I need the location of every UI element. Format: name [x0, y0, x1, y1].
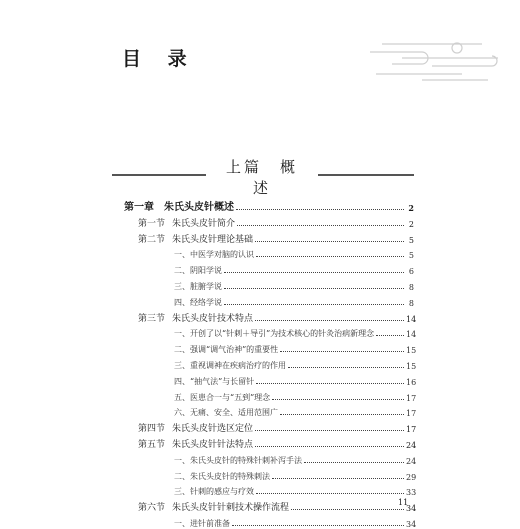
toc-entry-title: 朱氏头皮针技术特点 [172, 313, 254, 324]
toc-entry-title: 一、进针前准备 [174, 518, 230, 528]
toc-leader-dots [256, 493, 404, 494]
toc-entry-item[interactable] [124, 387, 417, 403]
toc-entry-number: 第三节 [138, 313, 166, 324]
toc-leader-dots [232, 525, 404, 526]
toc-entry-title: 四、“抽气法”与长留针 [174, 376, 255, 386]
toc-entry-item[interactable] [124, 482, 417, 498]
toc-entry-item[interactable] [124, 324, 417, 340]
toc-leader-dots [224, 272, 404, 273]
toc-leader-dots [280, 351, 404, 352]
toc-leader-dots [236, 209, 404, 210]
toc-entry-page: 5 [408, 235, 414, 245]
toc-leader-dots [272, 399, 404, 400]
cloud-decoration-icon [362, 34, 498, 84]
toc-entry-section[interactable] [124, 418, 417, 435]
toc-entry-number: 第二节 [138, 234, 166, 245]
toc-leader-dots [256, 383, 404, 384]
toc-entry-title: 一、朱氏头皮针的特殊针刺补泻手法 [174, 455, 302, 465]
toc-entry-section[interactable] [124, 308, 417, 324]
toc-entry-item[interactable] [124, 339, 417, 356]
toc-entry-title: 四、经络学说 [174, 297, 222, 307]
toc-leader-dots [376, 335, 404, 336]
toc-entry-title: 二、强调“调气治神”的重要性 [174, 345, 279, 355]
toc-entry-item[interactable] [124, 260, 414, 276]
toc-entry-title: 一、中医学对脑的认识 [174, 250, 254, 260]
toc-entry-title: 五、医患合一与“五到”理念 [174, 392, 271, 402]
toc-entry-item[interactable] [124, 245, 414, 261]
section-header-label: 上篇 概 述 [206, 156, 318, 180]
toc-entry-item[interactable] [124, 403, 417, 419]
toc-entry-page: 16 [406, 377, 417, 387]
toc-entry-title: 六、无痛、安全、适用范围广 [174, 408, 278, 418]
toc-entry-item[interactable] [124, 466, 417, 482]
toc-entry-page: 34 [406, 504, 417, 514]
toc-entry-item[interactable] [124, 450, 417, 466]
toc-entry-number: 第四节 [138, 424, 166, 435]
toc-leader-dots [272, 478, 404, 479]
toc-entry-page: 14 [406, 330, 417, 340]
toc-entry-title: 三、重视调神在疾病治疗的作用 [174, 360, 286, 370]
toc-leader-dots [255, 320, 404, 321]
toc-entry-item[interactable] [124, 292, 414, 308]
toc-entry-number: 第六节 [138, 503, 166, 514]
toc-entry-number: 第一节 [138, 218, 166, 229]
toc-entry-item[interactable] [124, 276, 414, 292]
toc-entry-page: 8 [408, 298, 414, 308]
toc-entry-item[interactable] [124, 355, 417, 371]
toc-entry-title: 三、针刺的感应与疗效 [174, 487, 254, 497]
toc-entry-page: 17 [406, 393, 417, 403]
toc-entry-title: 二、阴阳学说 [174, 266, 222, 276]
toc-entry-page: 24 [406, 456, 417, 466]
toc-entry-title: 朱氏头皮针理论基础 [172, 234, 254, 245]
toc-entry-page: 6 [408, 267, 414, 277]
toc-entry-section[interactable] [124, 229, 414, 245]
toc-leader-dots [291, 509, 404, 510]
toc-entry-section[interactable] [124, 213, 414, 229]
toc-leader-dots [255, 430, 404, 431]
toc-leader-dots [255, 446, 404, 447]
toc-entry-page: 33 [406, 488, 417, 498]
toc-entry-page: 2 [408, 219, 414, 229]
toc-leader-dots [280, 414, 404, 415]
toc-entry-page: 2 [408, 203, 414, 213]
toc-entry-number: 第五节 [138, 439, 166, 450]
section-header [112, 156, 414, 197]
toc-entry-page: 8 [408, 282, 414, 292]
toc-entry-page: 14 [406, 314, 417, 324]
toc-entry-item[interactable] [124, 371, 417, 387]
toc-entry-page: 5 [408, 251, 414, 261]
table-of-contents [124, 196, 417, 529]
page-title: 目 录 [122, 48, 197, 70]
toc-entry-page: 15 [406, 346, 417, 356]
toc-entry-title: 朱氏头皮针概述 [164, 202, 234, 213]
toc-entry-page: 15 [406, 361, 417, 371]
toc-entry-title: 朱氏头皮针针刺技术操作流程 [172, 503, 290, 514]
toc-entry-page: 24 [406, 440, 417, 450]
toc-entry-item[interactable] [124, 513, 417, 529]
toc-leader-dots [237, 225, 404, 226]
toc-entry-page: 29 [406, 472, 417, 482]
toc-entry-title: 一、开创了以“针刺＋导引”为技术核心的针灸治病新理念 [174, 329, 375, 339]
toc-leader-dots [256, 256, 404, 257]
toc-entry-chapter[interactable] [124, 196, 414, 213]
toc-entry-title: 朱氏头皮针简介 [172, 218, 236, 229]
toc-entry-title: 朱氏头皮针选区定位 [172, 424, 254, 435]
toc-leader-dots [288, 367, 404, 368]
toc-entry-page: 17 [406, 425, 417, 435]
toc-entry-title: 二、朱氏头皮针的特殊刺法 [174, 471, 270, 481]
toc-entry-title: 朱氏头皮针针法特点 [172, 439, 254, 450]
toc-leader-dots [224, 304, 404, 305]
toc-leader-dots [224, 288, 404, 289]
toc-entry-number: 第一章 [124, 202, 154, 213]
toc-leader-dots [255, 241, 404, 242]
toc-entry-page: 34 [406, 519, 417, 529]
toc-entry-section[interactable] [124, 497, 417, 514]
page-number: 11 [398, 498, 409, 507]
toc-entry-section[interactable] [124, 434, 417, 450]
toc-entry-title: 三、脏腑学说 [174, 281, 222, 291]
toc-entry-page: 17 [406, 409, 417, 419]
toc-leader-dots [304, 462, 404, 463]
